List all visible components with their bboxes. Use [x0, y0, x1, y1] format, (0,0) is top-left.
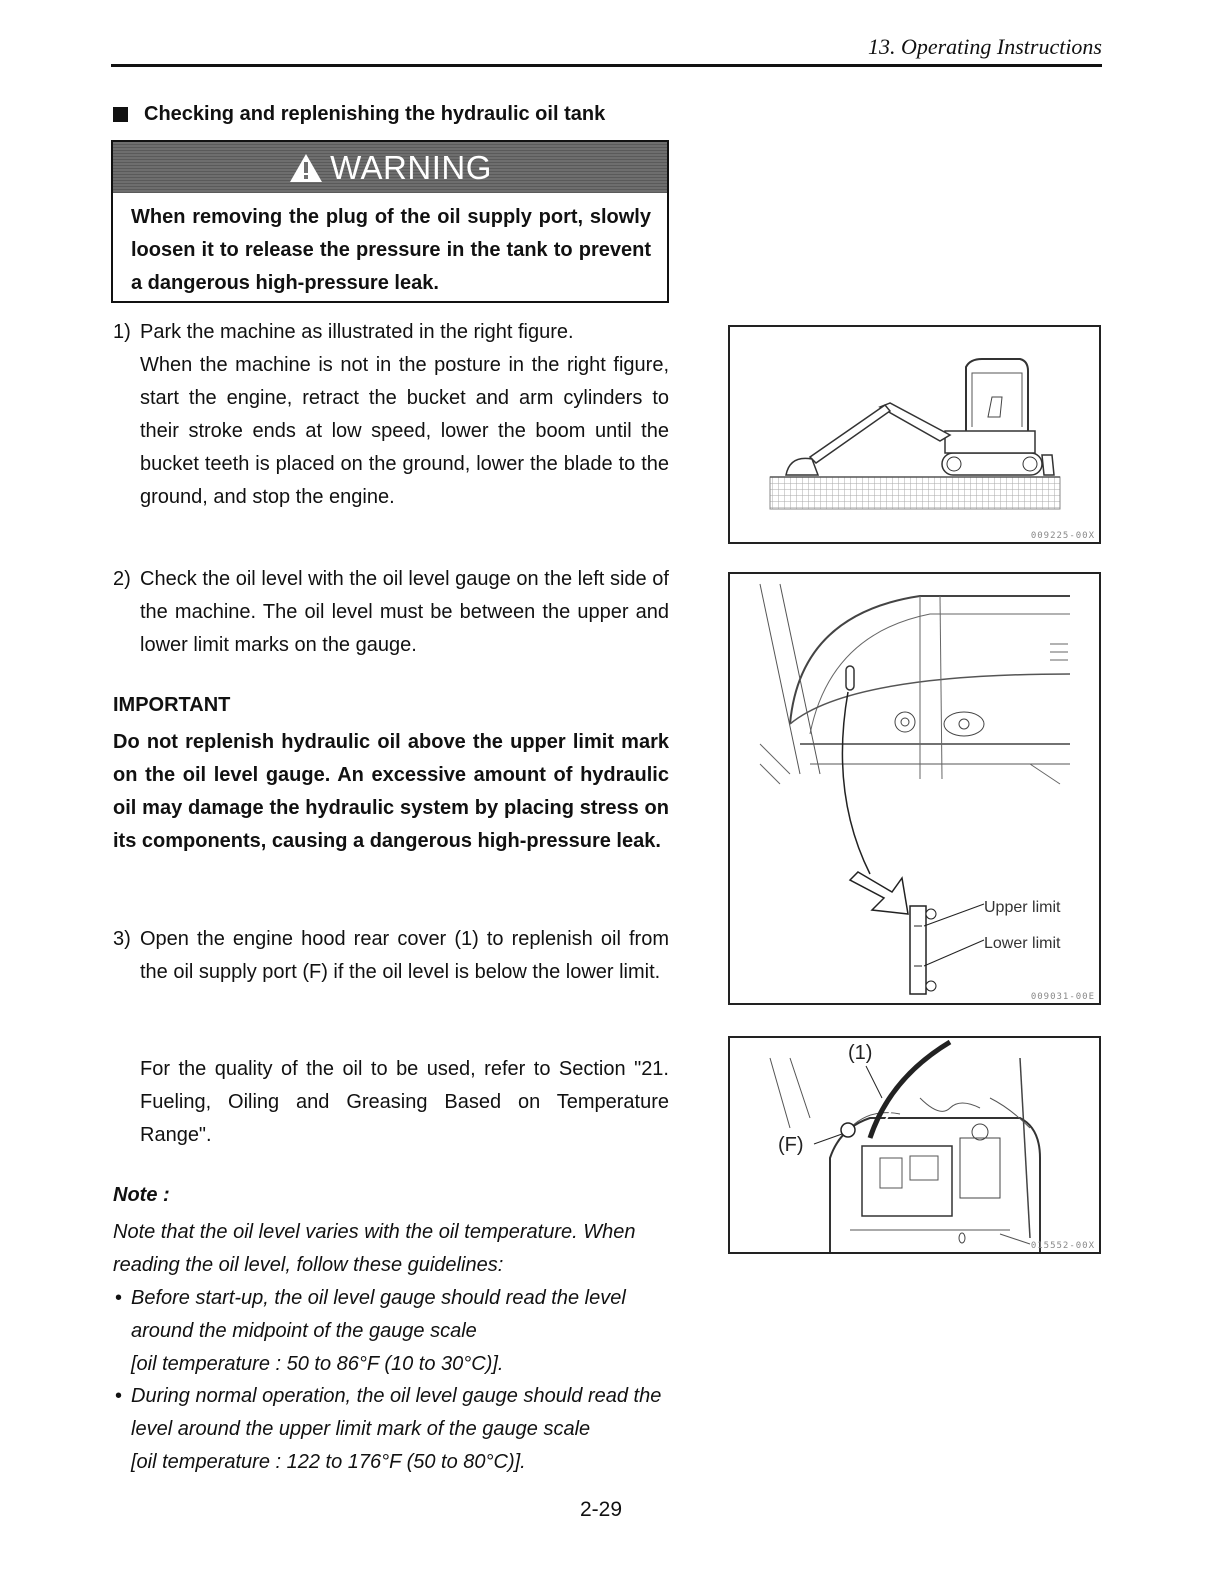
- warning-label: WARNING: [330, 148, 492, 186]
- warning-box: [111, 140, 669, 303]
- bullet-temperature: [oil temperature : 50 to 86°F (10 to 30°C)].: [131, 1353, 504, 1375]
- step-number: 1): [113, 321, 131, 343]
- step-text: Park the machine as illustrated in the right figure.: [140, 321, 574, 343]
- figure-code: 009031-00E: [1030, 992, 1095, 1002]
- note-bullet: [113, 1380, 669, 1479]
- step-1: [113, 316, 669, 514]
- hood-cover-callout: (1): [848, 1042, 873, 1064]
- note-label: Note :: [113, 1184, 170, 1206]
- bullet-temperature: [oil temperature : 122 to 176°F (50 to 80°C)].: [131, 1451, 526, 1473]
- step-number: 3): [113, 928, 131, 950]
- step-2: [113, 563, 669, 662]
- important-label: IMPORTANT: [113, 694, 231, 716]
- note-bullet: [113, 1282, 669, 1381]
- step-text: Open the engine hood rear cover (1) to replenish oil from the oil supply port (F) if the oil level is below the lower limit.: [140, 928, 669, 983]
- page-number: 2-29: [580, 1498, 623, 1521]
- step-text-detail: When the machine is not in the posture in the right figure, start the engine, retract the bucket and arm cylinders to their stroke ends at low speed, lower the boom until the bucket teeth is placed on the ground, lower the blade to the ground, and stop the engine.: [140, 354, 669, 508]
- figure-excavator-parked: [728, 325, 1101, 544]
- bullet-text: During normal operation, the oil level gauge should read the level around the upper limit mark of the gauge scale: [131, 1385, 662, 1440]
- bullet-dot: •: [115, 1385, 123, 1407]
- page-header-title: 13. Operating Instructions: [867, 34, 1102, 59]
- note-text: Note that the oil level varies with the oil temperature. When reading the oil level, follow these guidelines:: [113, 1221, 636, 1276]
- step-number: 2): [113, 568, 131, 590]
- figure-code: 009225-00X: [1030, 531, 1095, 541]
- important-text: Do not replenish hydraulic oil above the upper limit mark on the oil level gauge. An excessive amount of hydraulic oil may damage the hydraulic system by placing stress on its components, causing a dangerous high-pressure leak.: [113, 731, 669, 852]
- oil-supply-port-callout: (F): [778, 1134, 804, 1156]
- header-divider: [111, 64, 1102, 67]
- step-3: [113, 923, 669, 989]
- upper-limit-label: Upper limit: [984, 899, 1061, 916]
- oil-quality-reference: For the quality of the oil to be used, refer to Section "21. Fueling, Oiling and Greasing Based on Temperature Range".: [140, 1058, 669, 1146]
- bullet-text: Before start-up, the oil level gauge should read the level around the midpoint of the gauge scale: [131, 1287, 626, 1342]
- section-heading-text: Checking and replenishing the hydraulic oil tank: [144, 103, 606, 125]
- square-bullet-icon: [113, 107, 128, 122]
- figure-oil-level-gauge: [728, 572, 1101, 1005]
- excavator-illustration: [730, 327, 1099, 542]
- step-text: Check the oil level with the oil level gauge on the left side of the machine. The oil level must be between the upper and lower limit marks on the gauge.: [140, 568, 669, 656]
- figure-code: 015552-00X: [1030, 1241, 1095, 1251]
- bullet-dot: •: [115, 1287, 123, 1309]
- warning-text: When removing the plug of the oil supply port, slowly loosen it to release the pressure in the tank to prevent a dangerous high-pressure leak.: [131, 206, 651, 294]
- section-heading: [113, 103, 605, 126]
- figure-engine-compartment: [728, 1036, 1101, 1254]
- lower-limit-label: Lower limit: [984, 935, 1061, 952]
- warning-triangle-icon: [288, 152, 324, 184]
- warning-banner: [113, 142, 667, 193]
